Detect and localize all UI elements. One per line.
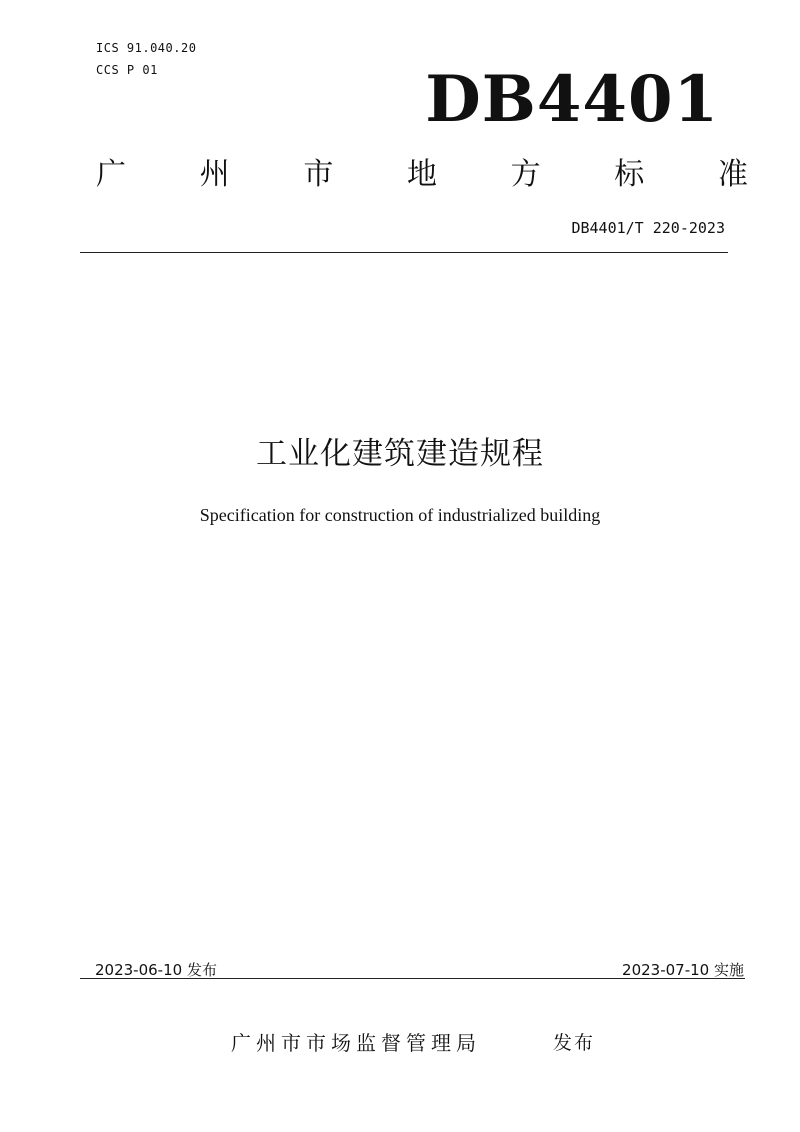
ccs-code: CCS P 01 [96, 63, 158, 77]
ics-code: ICS 91.040.20 [96, 41, 197, 55]
document-title-en: Specification for construction of industrialized building [199, 505, 601, 525]
document-title-zh: 工业化建筑建造规程 [256, 436, 544, 472]
standard-type-char: 标 [614, 157, 645, 192]
standard-type-char: 准 [717, 157, 748, 192]
issuing-authority: 广州市市场监督管理局 [231, 1031, 481, 1055]
issue-date: 2023-06-10 发布 [95, 961, 217, 979]
standard-type-heading [96, 156, 748, 194]
standard-type-char: 方 [510, 157, 541, 192]
standard-type-char: 市 [303, 157, 334, 192]
standard-code-prefix: DB4401 [425, 62, 719, 137]
standard-type-char: 地 [406, 157, 437, 192]
bottom-divider [80, 978, 745, 979]
issuing-action: 发布 [553, 1032, 596, 1054]
standard-type-char: 州 [199, 157, 230, 192]
standard-number: DB4401/T 220-2023 [571, 219, 725, 237]
implementation-date: 2023-07-10 实施 [622, 961, 744, 979]
standard-type-char: 广 [96, 157, 126, 192]
top-divider [80, 252, 728, 253]
